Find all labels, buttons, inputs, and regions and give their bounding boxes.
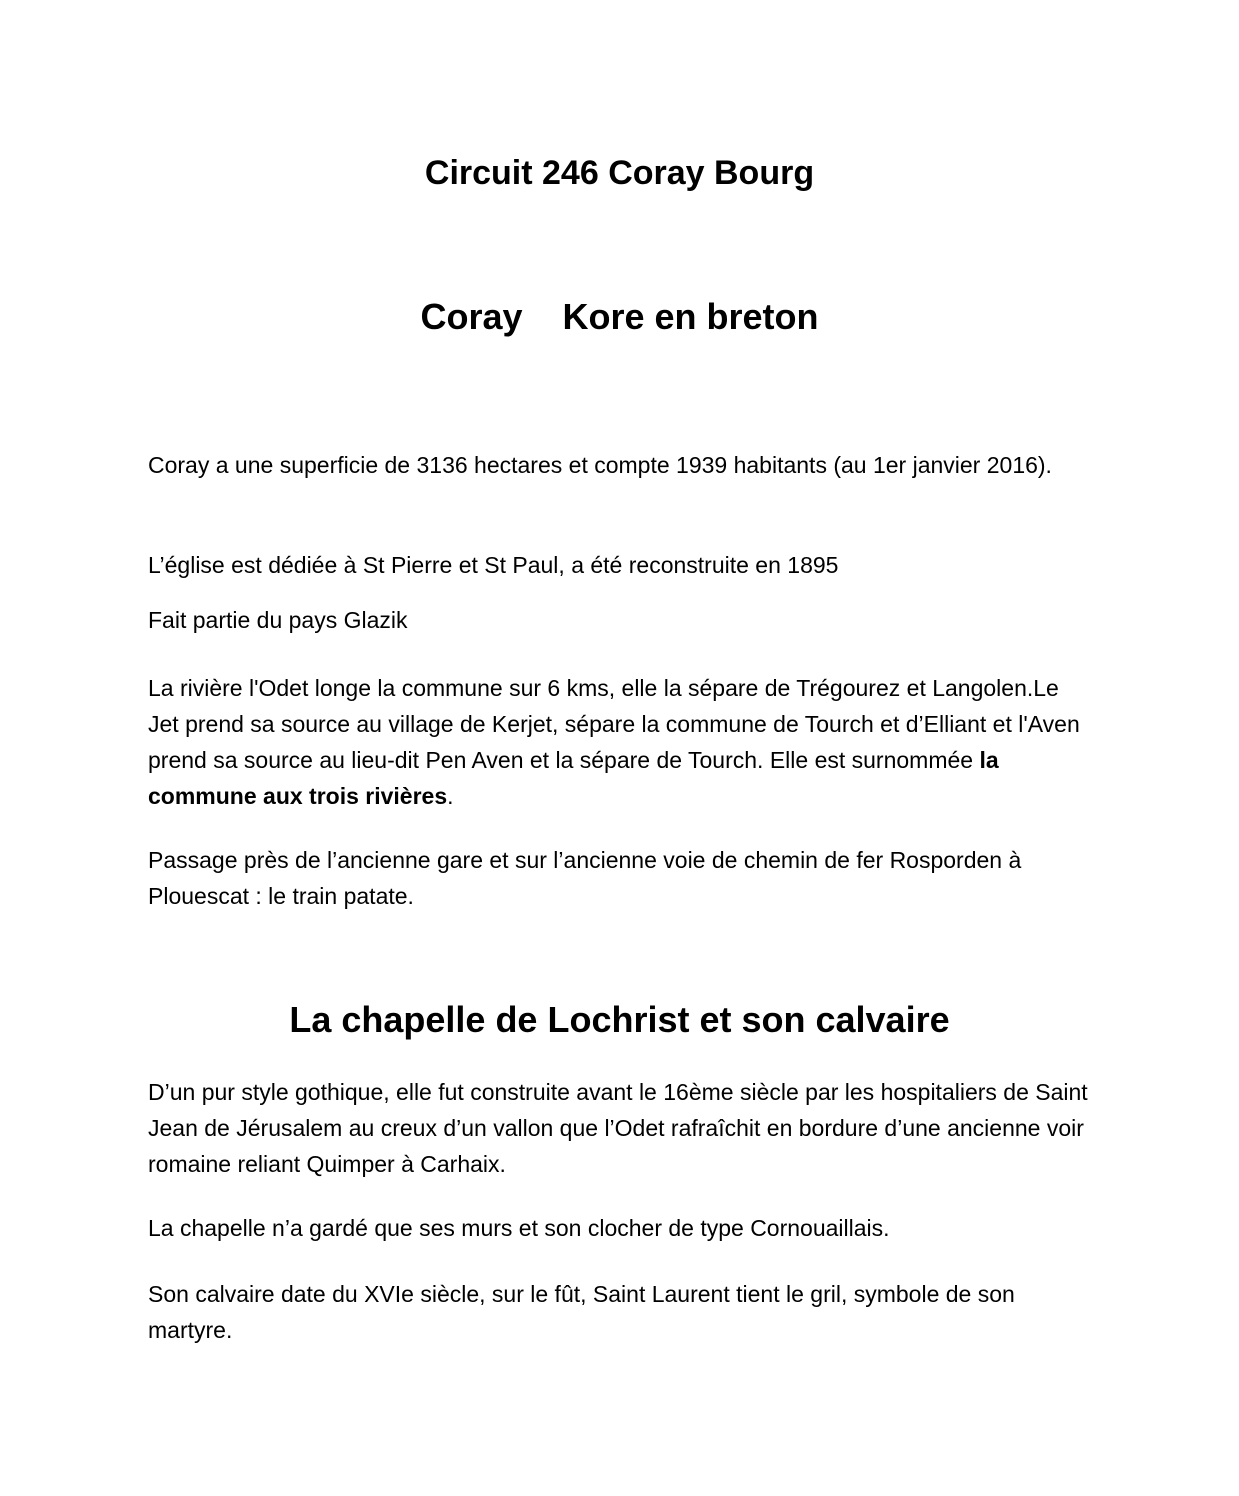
section-heading-chapelle: La chapelle de Lochrist et son calvaire	[289, 999, 950, 1040]
paragraph-murs-clocher: La chapelle n’a gardé que ses murs et son clocher de type Cornouaillais.	[148, 1215, 890, 1241]
paragraph-rivieres-text: La rivière l'Odet longe la commune sur 6 kms, elle la sépare de Trégourez et Langolen.Le Jet prend sa source au village de Kerjet, sépare la commune de Tourch et d’Elliant et l'Aven prend sa source au lieu-dit Pen Aven et la sépare de Tourch. Elle est surnommée	[148, 675, 1080, 773]
paragraph-rivieres	[148, 670, 1088, 814]
document-subtitle: Coray Kore en breton	[420, 296, 819, 337]
paragraph-calvaire: Son calvaire date du XVIe siècle, sur le fût, Saint Laurent tient le gril, symbole de son martyre.	[148, 1281, 1015, 1343]
paragraph-rivieres-end: .	[447, 783, 454, 809]
paragraph-pays-glazik: Fait partie du pays Glazik	[148, 607, 408, 633]
paragraph-passage-gare: Passage près de l’ancienne gare et sur l’ancienne voie de chemin de fer Rosporden à Plouescat : le train patate.	[148, 847, 1022, 909]
document-title: Circuit 246 Coray Bourg	[424, 154, 815, 192]
paragraph-superficie: Coray a une superficie de 3136 hectares et compte 1939 habitants (au 1er janvier 2016).	[148, 452, 1052, 478]
paragraph-style-gothique: D’un pur style gothique, elle fut construite avant le 16ème siècle par les hospitaliers de Saint Jean de Jérusalem au creux d’un vallon que l’Odet rafraîchit en bordure d’une ancienne voir romaine reliant Quimper à Carhaix.	[148, 1079, 1088, 1177]
paragraph-eglise: L’église est dédiée à St Pierre et St Paul, a été reconstruite en 1895	[148, 552, 839, 578]
paragraph-rivieres-bold: la commune aux trois rivières	[148, 747, 999, 809]
